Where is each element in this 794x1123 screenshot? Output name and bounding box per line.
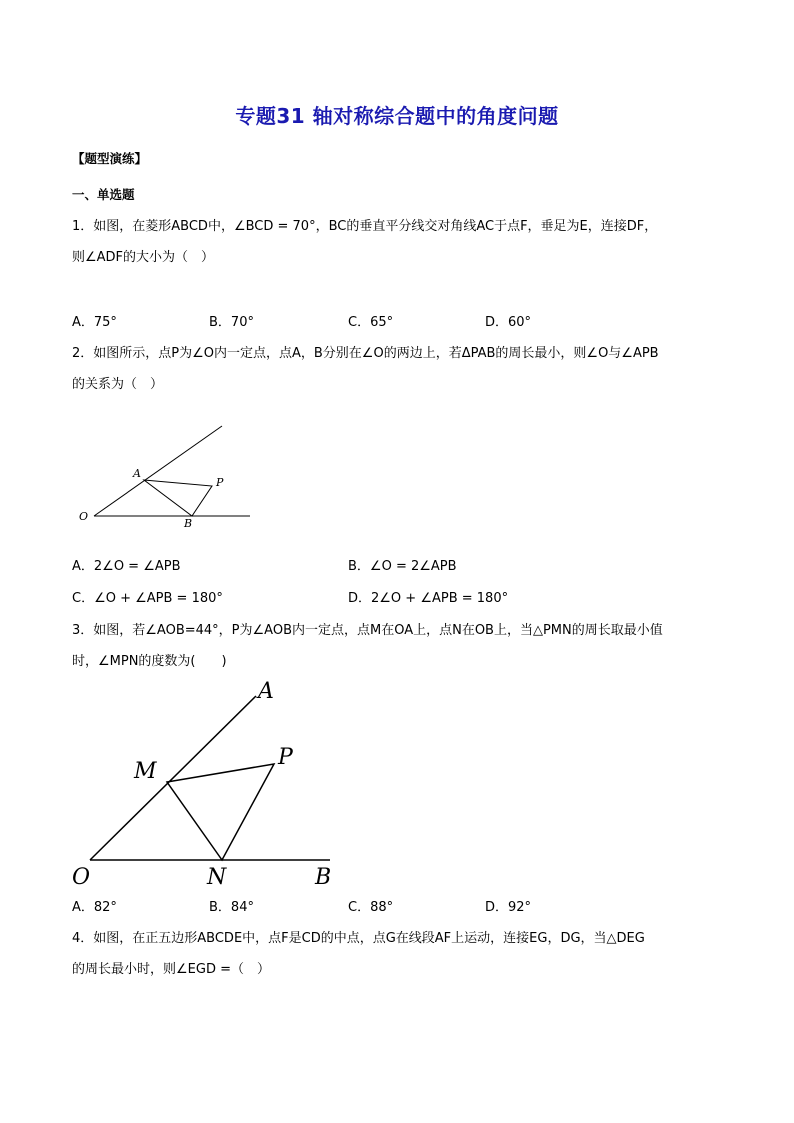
question-2-option-b: B．∠O = 2∠APB xyxy=(348,559,457,574)
question-4-line-2: 的周长最小时，则∠EGD =（ ） xyxy=(72,962,270,977)
q3-label-o: O xyxy=(72,865,91,890)
question-3-figure xyxy=(66,676,356,896)
question-3-option-c: C．88° xyxy=(348,900,394,915)
q3-label-m: M xyxy=(134,759,157,784)
question-3-option-b: B．84° xyxy=(209,900,254,915)
question-3-line-1: 3．如图，若∠AOB=44°，P为∠AOB内一定点，点M在OA上，点N在OB上，当△PMN的周长取最小值 xyxy=(72,623,663,638)
question-3-line-2: 时，∠MPN的度数为( ) xyxy=(72,654,227,669)
q2-label-o: O xyxy=(79,510,89,523)
q2-label-b: B xyxy=(184,517,193,530)
q2-ray-oa xyxy=(94,426,222,516)
q3-ray-oa xyxy=(90,696,256,860)
question-2-line-2: 的关系为（ ） xyxy=(72,377,164,392)
q2-label-p: P xyxy=(216,476,224,489)
question-1-option-c: C．65° xyxy=(348,315,394,330)
q3-label-b: B xyxy=(315,865,332,890)
question-1-option-b: B．70° xyxy=(209,315,254,330)
q3-label-n: N xyxy=(207,865,227,890)
question-2-line-1: 2．如图所示，点P为∠O内一定点，点A，B分别在∠O的两边上，若ΔPAB的周长最小，则∠O与∠APB xyxy=(72,346,659,361)
question-1-option-a: A．75° xyxy=(72,315,117,330)
section-single-choice-heading: 一、单选题 xyxy=(72,187,135,202)
question-1-line-1: 1．如图，在菱形ABCD中，∠BCD = 70°，BC的垂直平分线交对角线AC于点F，垂足为E，连接DF， xyxy=(72,219,658,234)
question-2-option-a: A．2∠O = ∠APB xyxy=(72,559,181,574)
section-practice-heading: 【题型演练】 xyxy=(72,151,148,166)
question-1-line-2: 则∠ADF的大小为（ ） xyxy=(72,250,215,265)
question-4-line-1: 4．如图，在正五边形ABCDE中，点F是CD的中点，点G在线段AF上运动，连接EG，DG，当△DEG xyxy=(72,931,645,946)
page-title: 专题31 轴对称综合题中的角度问题 xyxy=(235,104,559,128)
question-3-option-d: D．92° xyxy=(485,900,532,915)
question-1-option-d: D．60° xyxy=(485,315,532,330)
q2-label-a: A xyxy=(133,467,141,480)
q3-label-a: A xyxy=(258,679,274,704)
q3-triangle-pmn xyxy=(167,764,274,860)
question-2-option-d: D．2∠O + ∠APB = 180° xyxy=(348,591,509,606)
q3-label-p: P xyxy=(278,745,293,770)
question-3-option-a: A．82° xyxy=(72,900,117,915)
question-2-option-c: C．∠O + ∠APB = 180° xyxy=(72,591,223,606)
q2-triangle-pab xyxy=(144,480,212,516)
question-2-figure xyxy=(70,420,270,540)
